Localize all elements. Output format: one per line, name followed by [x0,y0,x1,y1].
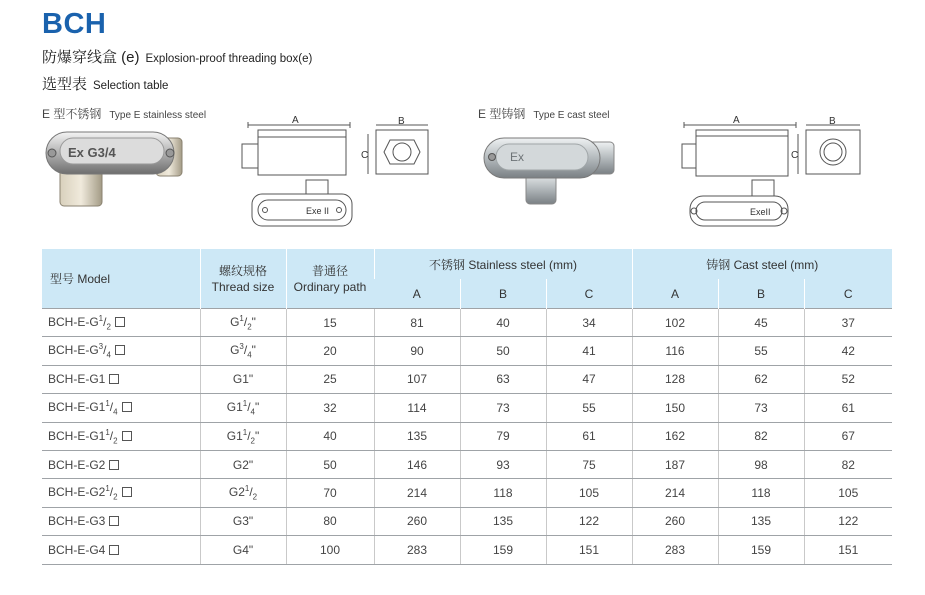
cell-stainless-a: 107 [374,365,460,393]
table-row [42,507,892,535]
checkbox-square-icon [115,345,125,355]
thread-frac-den: 4 [250,407,255,417]
header-thread [200,249,286,309]
cell-stainless-c: 75 [546,450,632,478]
subheader-stainless-a: A [374,279,460,309]
cell-cast-c: 61 [804,394,892,422]
cell-cast-b: 73 [718,394,804,422]
thread-suffix: " [251,315,256,329]
stainless-box-photo [38,124,188,214]
model-base: BCH-E-G [48,315,99,329]
cell-stainless-b: 63 [460,365,546,393]
cell-stainless-b: 118 [460,479,546,507]
cell-thread: $G^1/_2$" [200,309,286,337]
stainless-plate-text: Exe II [306,206,330,216]
header-cast: 铸钢 Cast steel (mm) [632,249,892,279]
cell-stainless-b: 79 [460,422,546,450]
cast-end-drawing [790,114,866,180]
cell-cast-a: 116 [632,337,718,365]
thread-base: G2" [232,457,254,472]
stainless-side-drawing [238,112,363,230]
checkbox-square-icon [109,545,119,555]
cell-cast-b: 82 [718,422,804,450]
cell-stainless-c: 122 [546,507,632,535]
product-title-cn: 防爆穿线盒 (e) [42,49,140,66]
checkbox-square-icon [109,516,119,526]
cell-cast-c: 151 [804,536,892,564]
cell-path: 50 [286,450,374,478]
cell-cast-b: 55 [718,337,804,365]
cell-path: 70 [286,479,374,507]
subheader-cast-c: C [804,279,892,309]
checkbox-square-icon [122,431,132,441]
brand-title: BCH [42,8,107,40]
header-path-en: Ordinary path [293,279,367,294]
cell-path: 32 [286,394,374,422]
model-frac-num: 1 [105,484,110,494]
cell-model [42,536,200,564]
cell-cast-a: 283 [632,536,718,564]
cell-stainless-b: 40 [460,309,546,337]
cell-cast-a: 187 [632,450,718,478]
cell-thread: $G1^1/_4$" [200,394,286,422]
cell-model: BCH-$E-G1^1/_2$ [42,422,200,450]
cell-cast-a: 128 [632,365,718,393]
model-frac-den: 2 [113,435,118,445]
cell-stainless-a: 81 [374,309,460,337]
cell-thread [200,450,286,478]
cell-stainless-a: 283 [374,536,460,564]
cell-cast-b: 159 [718,536,804,564]
thread-base: G [230,343,240,358]
type-stainless-label [42,105,206,122]
cell-stainless-c: 34 [546,309,632,337]
thread-base: G1" [232,372,254,387]
model-frac-num: 1 [98,314,104,323]
cell-cast-b: 135 [718,507,804,535]
cell-thread [200,507,286,535]
cell-path: 80 [286,507,374,535]
cell-model: BCH-$E-G2^1/_2$ [42,479,200,507]
cell-thread: $G2^1/_2$ [200,479,286,507]
table-row [42,536,892,564]
thread-base: G1 [226,400,243,415]
checkbox-square-icon [122,487,132,497]
stainless-dim-b: B [398,116,405,127]
table-row [42,479,892,507]
type-stainless-en: Type E stainless steel [109,110,207,121]
cast-dim-b: B [829,116,836,127]
cell-model: BCH-$E-G1^1/_4$ [42,394,200,422]
cell-path: 20 [286,337,374,365]
model-base: BCH-E-G4 [48,542,106,557]
cell-stainless-b: 159 [460,536,546,564]
thread-frac-num: 1 [242,427,248,437]
cell-stainless-a: 214 [374,479,460,507]
thread-frac-den: 4 [247,350,252,360]
stainless-dim-a: A [292,115,299,126]
cell-stainless-a: 90 [374,337,460,365]
thread-frac-num: 1 [239,314,244,323]
header-stainless: 不锈钢 Stainless steel (mm) [374,249,632,279]
cell-cast-c: 52 [804,365,892,393]
model-frac-num: 1 [105,427,110,437]
cell-stainless-b: 93 [460,450,546,478]
checkbox-square-icon [109,374,119,384]
subheader-cast-b: B [718,279,804,309]
selection-heading-cn: 选型表 [42,76,88,93]
cell-cast-b: 62 [718,365,804,393]
cell-cast-b: 45 [718,309,804,337]
cell-thread [200,536,286,564]
cell-thread: $G1^1/_2$" [200,422,286,450]
stainless-embossed-text: Ex G3/4 [68,145,116,160]
model-base: BCH-E-G1 [48,400,106,415]
cell-path: 15 [286,309,374,337]
cell-thread [200,365,286,393]
thread-suffix: " [255,400,260,415]
stainless-dim-c: C [361,150,369,161]
thread-base: G1 [226,428,243,443]
model-frac-num: 1 [105,399,110,409]
cell-stainless-b: 50 [460,337,546,365]
cast-dim-c: C [791,150,799,161]
cell-cast-a: 150 [632,394,718,422]
table-row [42,337,892,365]
cell-stainless-a: 146 [374,450,460,478]
table-row [42,450,892,478]
type-stainless-cn: E 型不锈钢 [42,107,102,121]
cell-cast-c: 42 [804,337,892,365]
cell-stainless-a: 260 [374,507,460,535]
thread-suffix: " [251,343,256,358]
header-path-cn: 普通径 [311,263,348,278]
thread-frac-num: 1 [244,484,250,494]
selection-heading [42,73,168,94]
cell-cast-a: 260 [632,507,718,535]
cell-cast-a: 162 [632,422,718,450]
thread-suffix: " [255,428,260,443]
cell-path: 25 [286,365,374,393]
cell-stainless-c: 151 [546,536,632,564]
thread-base: G4" [232,542,254,557]
thread-frac-num: 1 [242,399,248,409]
cell-stainless-c: 41 [546,337,632,365]
product-title [42,46,312,67]
cell-cast-a: 102 [632,309,718,337]
cell-cast-c: 67 [804,422,892,450]
cell-cast-c: 105 [804,479,892,507]
subheader-stainless-b: B [460,279,546,309]
cell-cast-c: 82 [804,450,892,478]
cell-cast-a: 214 [632,479,718,507]
thread-base: G2 [228,485,245,500]
cast-dim-a: A [733,115,740,126]
selection-heading-en: Selection table [93,80,169,92]
model-frac-den: 2 [113,492,118,502]
model-base: BCH-E-G2 [48,457,106,472]
table-row [42,309,892,337]
cell-model [42,365,200,393]
type-cast-cn: E 型铸钢 [478,107,526,121]
cell-model [42,507,200,535]
cell-stainless-a: 114 [374,394,460,422]
product-title-en: Explosion-proof threading box(e) [145,53,313,65]
checkbox-square-icon [122,402,132,412]
cell-path: 100 [286,536,374,564]
cell-model: BCH-$E-G^3/_4$ [42,337,200,365]
selection-table [42,249,892,565]
cell-cast-c: 122 [804,507,892,535]
cell-stainless-c: 61 [546,422,632,450]
thread-frac-den: 2 [247,322,252,332]
cell-path: 40 [286,422,374,450]
cell-stainless-b: 73 [460,394,546,422]
thread-base: G3" [232,514,254,529]
cast-side-drawing [680,112,805,230]
subheader-cast-a: A [632,279,718,309]
type-cast-label [478,105,610,122]
cast-box-photo [478,124,628,214]
cell-model [42,450,200,478]
table-body [42,309,892,565]
type-cast-en: Type E cast steel [533,110,610,121]
cell-stainless-a: 135 [374,422,460,450]
cast-plate-text: ExeII [750,207,771,217]
checkbox-square-icon [115,317,125,327]
model-frac-num: 3 [98,342,104,352]
model-base: BCH-E-G1 [48,428,106,443]
header-model: 型号 Model [42,249,200,309]
checkbox-square-icon [109,460,119,470]
cell-model: BCH-$E-G^1/_2$ [42,309,200,337]
model-base: BCH-E-G [48,343,99,358]
thread-frac-den: 2 [252,492,258,502]
cell-thread: $G^3/_4$" [200,337,286,365]
model-frac-den: 4 [106,350,111,360]
header-path [286,249,374,309]
cast-embossed-text: Ex [510,150,525,164]
model-base: BCH-E-G3 [48,514,106,529]
model-frac-den: 4 [113,407,118,417]
thread-base: G [230,315,240,329]
table-row [42,365,892,393]
model-frac-den: 2 [106,322,111,332]
header-thread-cn: 螺纹规格 [218,263,267,278]
cell-cast-c: 37 [804,309,892,337]
thread-frac-den: 2 [250,435,255,445]
subheader-stainless-c: C [546,279,632,309]
table-row [42,422,892,450]
cell-stainless-c: 55 [546,394,632,422]
table-row [42,394,892,422]
header-thread-en: Thread size [211,279,275,294]
model-base: BCH-E-G1 [48,372,106,387]
cell-stainless-b: 135 [460,507,546,535]
model-base: BCH-E-G2 [48,485,106,500]
stainless-end-drawing [360,114,436,180]
cell-cast-b: 98 [718,450,804,478]
cell-stainless-c: 105 [546,479,632,507]
cell-stainless-c: 47 [546,365,632,393]
thread-frac-num: 3 [239,342,244,352]
cell-cast-b: 118 [718,479,804,507]
